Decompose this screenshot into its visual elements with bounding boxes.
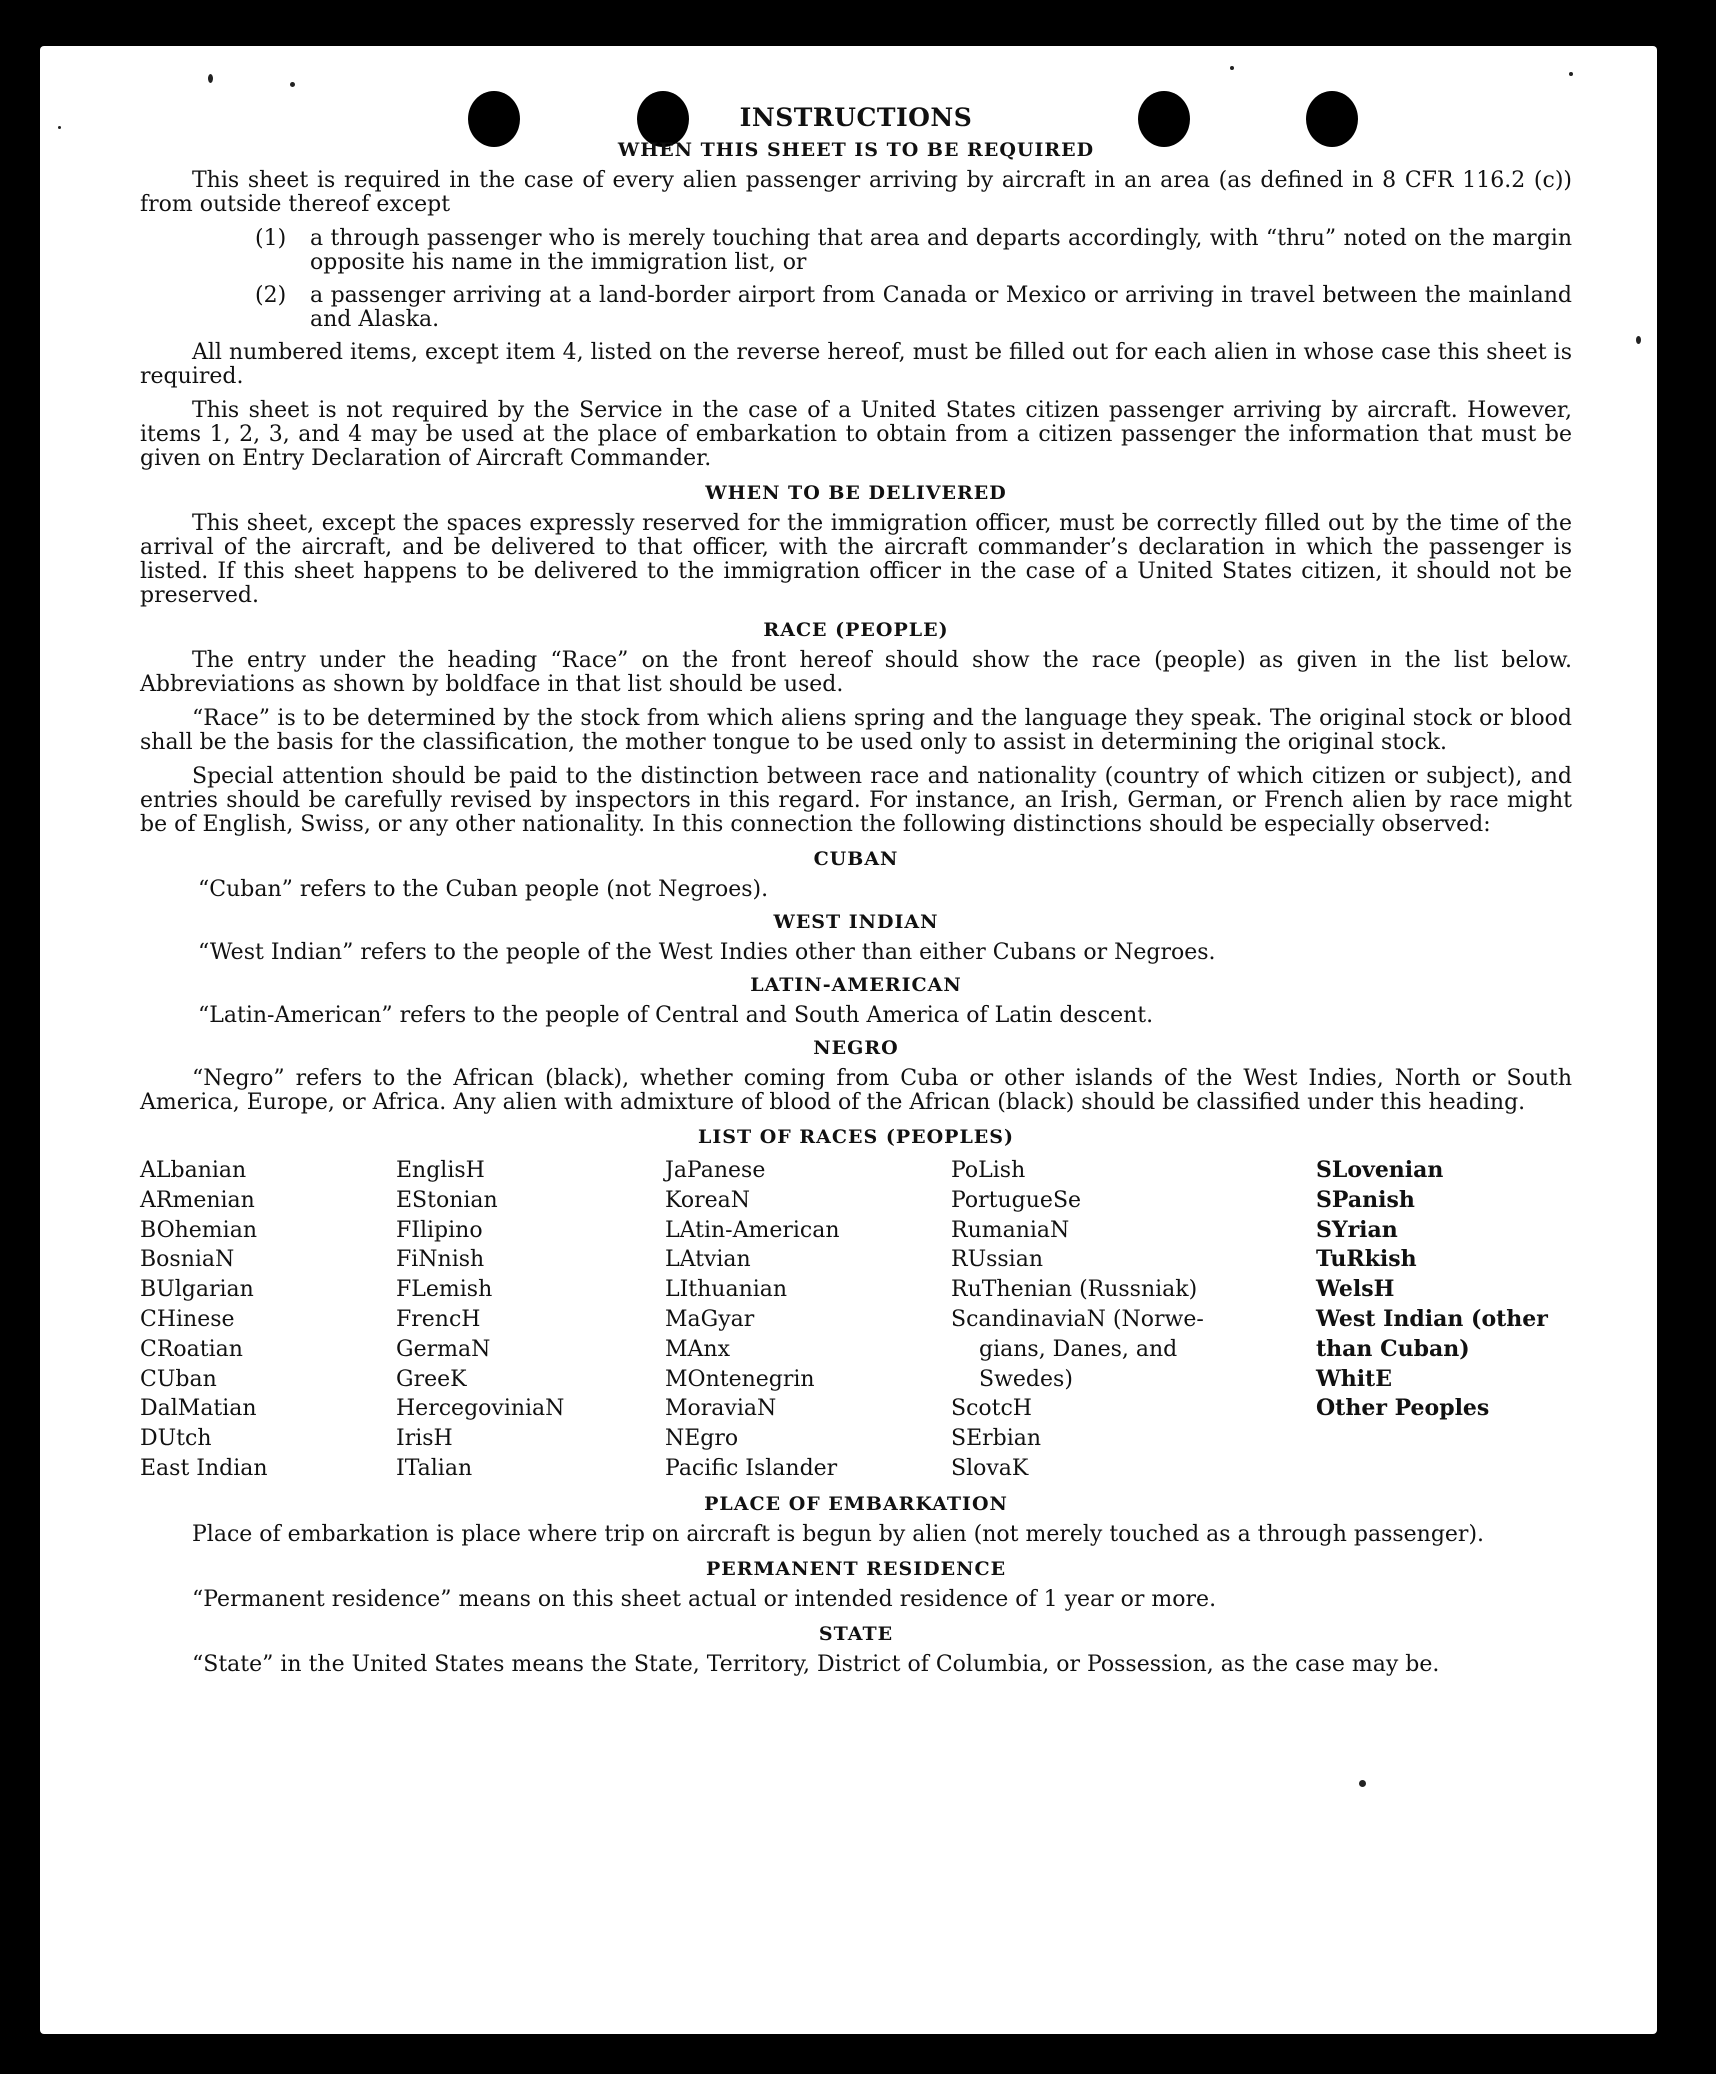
list-of-races bbox=[140, 1156, 1572, 1484]
exception-number: (1) bbox=[255, 226, 287, 251]
race-entry: than Cuban) bbox=[1316, 1335, 1470, 1362]
negro-definition: “Negro” refers to the African (black), whether coming from Cuba or other islands of the West Indies, North or South America, Europe, or Africa. Any alien with admixture of blood of the African (black) should be classified under this heading. bbox=[140, 1066, 1572, 1115]
state-definition: “State” in the United States means the State, Territory, District of Columbia, or Possession, as the case may be. bbox=[192, 1651, 1440, 1677]
race-entry: NEgro bbox=[665, 1426, 739, 1452]
race-entry: WelsH bbox=[1316, 1276, 1395, 1303]
embarkation-definition: Place of embarkation is place where trip on aircraft is begun by alien (not merely touched as a through passenger). bbox=[192, 1521, 1485, 1547]
race-entry: DalMatian bbox=[140, 1396, 257, 1422]
race-entry: BosniaN bbox=[140, 1247, 235, 1273]
race-entry: TuRkish bbox=[1316, 1246, 1417, 1273]
race-entry: IrisH bbox=[396, 1426, 453, 1452]
exception-text: a passenger arriving at a land-border airport from Canada or Mexico or arriving in travel between the mainland and Alaska. bbox=[310, 283, 1572, 332]
when-delivered-paragraph: This sheet, except the spaces expressly reserved for the immigration officer, must be correctly filled out by the time of the arrival of the aircraft, and be delivered to that officer, with the aircraft commander’s declaration in which the passenger is listed. If this sheet happens to be delivered to the immigration officer in the case of a United States citizen, it should not be preserved. bbox=[140, 511, 1572, 608]
race-entry: ARmenian bbox=[140, 1187, 255, 1213]
speck bbox=[1636, 336, 1641, 344]
latin-american-heading: LATIN-AMERICAN bbox=[750, 974, 962, 996]
race-entry: EnglisH bbox=[396, 1158, 485, 1183]
west-indian-definition: “West Indian” refers to the people of the West Indies other than either Cubans or Negroes. bbox=[198, 940, 1216, 965]
race-column bbox=[665, 1156, 951, 1484]
race-entry: CHinese bbox=[140, 1306, 235, 1332]
cuban-heading: CUBAN bbox=[813, 848, 899, 870]
race-entry: SlovaK bbox=[951, 1455, 1029, 1481]
when-required-heading: WHEN THIS SHEET IS TO BE REQUIRED bbox=[617, 139, 1095, 161]
race-entry: LAtin-American bbox=[665, 1217, 840, 1243]
race-entry: RuThenian (Russniak) bbox=[951, 1277, 1198, 1303]
numbered-items-paragraph: All numbered items, except item 4, listed on the reverse hereof, must be filled out for each alien in whose case this sheet is required. bbox=[140, 340, 1572, 389]
speck bbox=[208, 74, 213, 83]
race-entry: PortugueSe bbox=[951, 1187, 1082, 1213]
race-entry: BUlgarian bbox=[140, 1277, 254, 1303]
race-entry: RumaniaN bbox=[951, 1217, 1070, 1243]
race-entry: GreeK bbox=[396, 1366, 467, 1392]
race-entry: ScotcH bbox=[951, 1396, 1032, 1422]
race-entry: Pacific Islander bbox=[665, 1455, 838, 1481]
race-entry: Swedes) bbox=[979, 1366, 1073, 1392]
latin-american-definition: “Latin-American” refers to the people of Central and South America of Latin descent. bbox=[198, 1003, 1154, 1028]
race-entry: FiNnish bbox=[396, 1247, 485, 1273]
race-column bbox=[396, 1156, 665, 1484]
speck bbox=[58, 126, 61, 129]
race-entry: EStonian bbox=[396, 1187, 498, 1213]
exception-text: a through passenger who is merely touching that area and departs accordingly, with “thru” noted on the margin opposite his name in the immigration list, or bbox=[310, 226, 1572, 275]
exception-item bbox=[255, 284, 1572, 332]
race-heading: RACE (PEOPLE) bbox=[763, 619, 949, 641]
race-entry: ALbanian bbox=[140, 1158, 247, 1183]
race-entry: FLemish bbox=[396, 1277, 493, 1303]
race-entry: JaPanese bbox=[665, 1158, 766, 1183]
race-entry: LAtvian bbox=[665, 1247, 751, 1273]
race-entry: SErbian bbox=[951, 1426, 1042, 1452]
negro-heading: NEGRO bbox=[813, 1037, 899, 1059]
residence-definition: “Permanent residence” means on this sheet actual or intended residence of 1 year or more. bbox=[192, 1586, 1217, 1612]
race-column bbox=[951, 1156, 1316, 1484]
race-entry: BOhemian bbox=[140, 1217, 257, 1243]
list-of-races-heading: LIST OF RACES (PEOPLES) bbox=[698, 1126, 1014, 1148]
document-page bbox=[40, 46, 1657, 2034]
race-entry: SPanish bbox=[1316, 1186, 1415, 1213]
embarkation-heading: PLACE OF EMBARKATION bbox=[704, 1492, 1008, 1515]
race-column bbox=[1316, 1156, 1566, 1484]
cuban-definition: “Cuban” refers to the Cuban people (not Negroes). bbox=[198, 877, 769, 902]
when-required-paragraph: This sheet is required in the case of every alien passenger arriving by aircraft in an area (as defined in 8 CFR 116.2 (c)) from outside thereof except bbox=[140, 168, 1572, 217]
speck bbox=[1569, 72, 1573, 76]
state-heading: STATE bbox=[818, 1622, 894, 1645]
race-entry: Other Peoples bbox=[1316, 1395, 1490, 1422]
race-entry: HercegoviniaN bbox=[396, 1396, 565, 1422]
race-entry: West Indian (other bbox=[1316, 1305, 1548, 1332]
race-entry: RUssian bbox=[951, 1247, 1044, 1273]
race-entry: LIthuanian bbox=[665, 1277, 788, 1303]
race-entry: MoraviaN bbox=[665, 1396, 777, 1422]
race-entry: GermaN bbox=[396, 1336, 491, 1362]
race-entry: MaGyar bbox=[665, 1306, 755, 1332]
race-entry: FrencH bbox=[396, 1306, 481, 1332]
race-paragraph-3: Special attention should be paid to the distinction between race and nationality (country of which citizen or subject), and entries should be carefully revised by inspectors in this regard. For instance, an Irish, German, or French alien by race might be of English, Swiss, or any other nationality. In this connection the following distinctions should be especially observed: bbox=[140, 764, 1572, 837]
citizen-paragraph: This sheet is not required by the Service in the case of a United States citizen passenger arriving by aircraft. However, items 1, 2, 3, and 4 may be used at the place of embarkation to obtain from a citizen passenger the information that must be given on Entry Declaration of Aircraft Commander. bbox=[140, 398, 1572, 471]
race-entry: PoLish bbox=[951, 1158, 1026, 1183]
race-entry: MOntenegrin bbox=[665, 1366, 815, 1392]
instructions-body bbox=[140, 103, 1572, 1687]
race-entry: CRoatian bbox=[140, 1336, 243, 1362]
exception-item bbox=[255, 227, 1572, 275]
race-entry: ITalian bbox=[396, 1455, 473, 1481]
west-indian-heading: WEST INDIAN bbox=[773, 911, 939, 933]
exception-number: (2) bbox=[255, 283, 287, 308]
when-delivered-heading: WHEN TO BE DELIVERED bbox=[705, 482, 1007, 504]
residence-heading: PERMANENT RESIDENCE bbox=[705, 1557, 1007, 1580]
race-paragraph-2: “Race” is to be determined by the stock from which aliens spring and the language they speak. The original stock or blood shall be the basis for the classification, the mother tongue to be used only to assist in determining the original stock. bbox=[140, 706, 1572, 755]
race-entry: gians, Danes, and bbox=[979, 1336, 1178, 1362]
speck bbox=[1359, 1780, 1366, 1787]
page-title: INSTRUCTIONS bbox=[739, 103, 973, 132]
race-paragraph-1: The entry under the heading “Race” on the front hereof should show the race (people) as given in the list below. Abbreviations as shown by boldface in that list should be used. bbox=[140, 648, 1572, 697]
race-entry: SYrian bbox=[1316, 1216, 1398, 1243]
race-entry: SLovenian bbox=[1316, 1157, 1444, 1183]
speck bbox=[290, 82, 295, 87]
race-entry: WhitE bbox=[1316, 1365, 1392, 1392]
race-entry: FIlipino bbox=[396, 1217, 483, 1243]
race-entry: DUtch bbox=[140, 1426, 212, 1452]
race-column bbox=[140, 1156, 396, 1484]
race-entry: KoreaN bbox=[665, 1187, 750, 1213]
race-entry: ScandinaviaN (Norwe- bbox=[951, 1306, 1204, 1332]
race-entry: MAnx bbox=[665, 1336, 730, 1362]
speck bbox=[1230, 66, 1234, 70]
race-entry: CUban bbox=[140, 1366, 217, 1392]
race-entry: East Indian bbox=[140, 1455, 268, 1481]
